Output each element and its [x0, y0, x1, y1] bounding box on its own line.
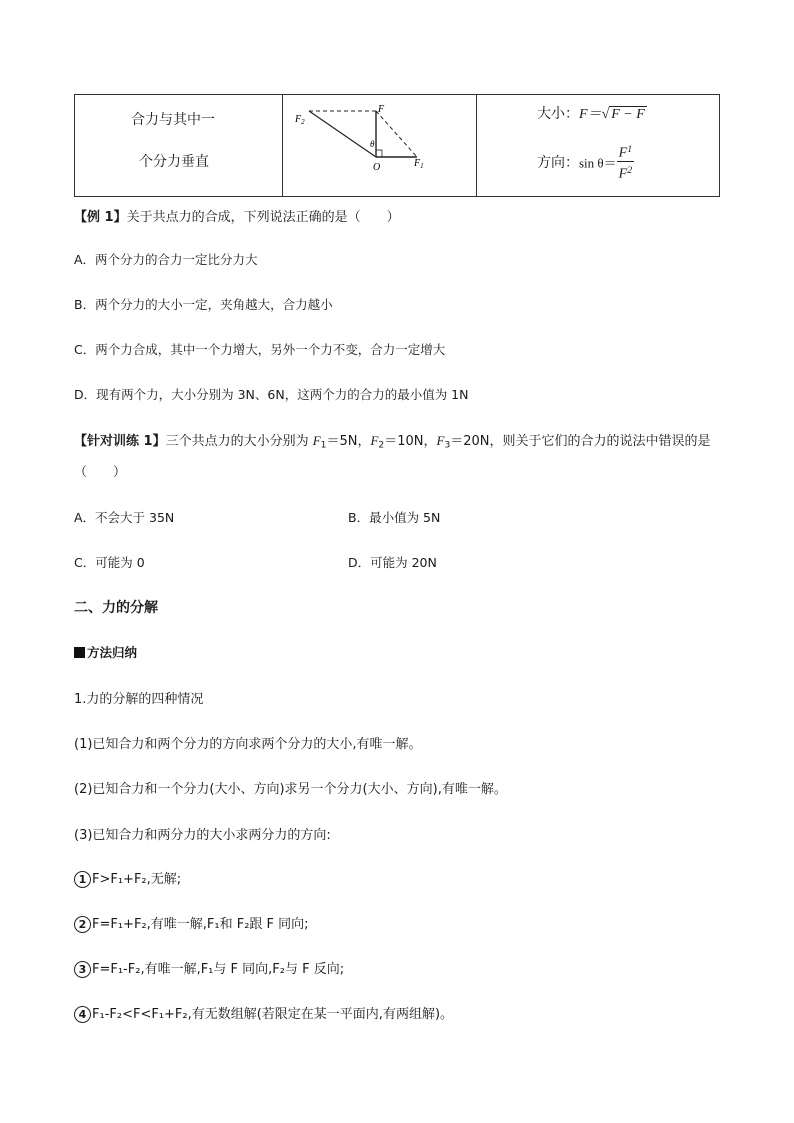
example1-text: 关于共点力的合成，下列说法正确的是（ ）: [126, 210, 400, 225]
label-f1: $F_1$: [414, 158, 424, 170]
fraction-denominator: F: [618, 166, 628, 182]
subcase-2: [74, 913, 309, 933]
label-f2: $F_2$: [295, 114, 305, 126]
f1-value: ＝5N，: [326, 434, 371, 449]
table-cell-diagram: [283, 95, 477, 197]
subcase-3: [74, 958, 344, 978]
direction-lhs: sin θ＝: [579, 155, 617, 171]
f1-subscript: 1: [320, 440, 327, 451]
subcase-2-text: F=F₁+F₂,有唯一解,F₁和 F₂跟 F 同向;: [92, 917, 309, 932]
square-bullet-icon: [74, 647, 85, 658]
label-o: O: [373, 162, 381, 173]
description-line-2: 个分力垂直: [139, 154, 209, 170]
f3-subscript: 3: [444, 440, 451, 451]
item1-heading: 1.力的分解的四种情况: [74, 692, 204, 707]
example1-question: [74, 206, 400, 225]
table-cell-description: [75, 95, 283, 197]
f3-value: ＝20N，则关于它们的合力的说法中错误的是: [450, 434, 711, 449]
magnitude-radicand: F − F: [611, 107, 645, 122]
subcase-1: [74, 868, 181, 888]
direction-fraction: [617, 141, 634, 183]
table-cell-formulas: [477, 95, 720, 197]
summary-table: [74, 94, 720, 197]
label-f: F: [378, 104, 385, 115]
label-theta: θ: [370, 139, 375, 149]
f2-subscript: 2: [378, 440, 385, 451]
f2-value: ＝10N，: [384, 434, 437, 449]
force-diagram: [283, 95, 477, 197]
circled-number-4: 4: [74, 1006, 91, 1023]
subcase-4-text: F₁-F₂<F<F₁+F₂,有无数组解(若限定在某一平面内,有两组解)。: [92, 1007, 454, 1022]
subcase-1-text: F>F₁+F₂,无解;: [92, 872, 182, 887]
method-label: 方法归纳: [87, 645, 138, 660]
example1-option-b: B．两个分力的大小一定，夹角越大，合力越小: [74, 297, 333, 312]
case-line-2: (2)已知合力和一个分力(大小、方向)求另一个分力(大小、方向),有唯一解。: [74, 782, 507, 797]
magnitude-formula: 大小：F＝√ F − F: [537, 106, 645, 122]
case-line-3: (3)已知合力和两分力的大小求两分力的方向:: [74, 828, 331, 843]
example1-option-c: C．两个力合成，其中一个力增大，另外一个力不变，合力一定增大: [74, 342, 446, 357]
circled-number-3: 3: [74, 961, 91, 978]
training1-question: [74, 430, 711, 450]
f1-symbol: F: [312, 433, 321, 448]
magnitude-label: 大小：: [537, 106, 579, 122]
circled-number-1: 1: [74, 871, 91, 888]
subcase-4: [74, 1003, 453, 1023]
training1-option-b: B．最小值为 5N: [348, 510, 441, 525]
denominator-sup: 2: [627, 165, 633, 177]
training1-option-a: A．不会大于 35N: [74, 510, 175, 525]
direction-formula: [537, 141, 634, 183]
magnitude-lhs: F＝: [579, 107, 602, 122]
f3-symbol: F: [436, 433, 445, 448]
method-heading: [74, 643, 137, 661]
training1-option-c: C．可能为 0: [74, 555, 145, 570]
training1-option-d: D．可能为 20N: [348, 555, 437, 570]
example1-option-a: A．两个分力的合力一定比分力大: [74, 252, 258, 267]
fraction-numerator: F: [618, 145, 628, 161]
subcase-3-text: F=F₁-F₂,有唯一解,F₁与 F 同向,F₂与 F 反向;: [92, 962, 345, 977]
training1-text-1: 三个共点力的大小分别为: [165, 434, 313, 449]
example1-option-d: D．现有两个力，大小分别为 3N、6N，这两个力的合力的最小值为 1N: [74, 387, 469, 402]
direction-label: 方向：: [537, 154, 579, 171]
circled-number-2: 2: [74, 916, 91, 933]
f2-symbol: F: [370, 433, 379, 448]
description-line-1: 合力与其中一: [131, 112, 215, 128]
training1-tag: 【针对训练 1】: [74, 434, 166, 449]
case-line-1: (1)已知合力和两个分力的方向求两个分力的大小,有唯一解。: [74, 737, 422, 752]
numerator-sup: 1: [627, 144, 633, 155]
training1-paren: （ ）: [74, 465, 127, 480]
example1-tag: 【例 1】: [74, 210, 127, 225]
section-heading: 二、力的分解: [74, 600, 158, 616]
